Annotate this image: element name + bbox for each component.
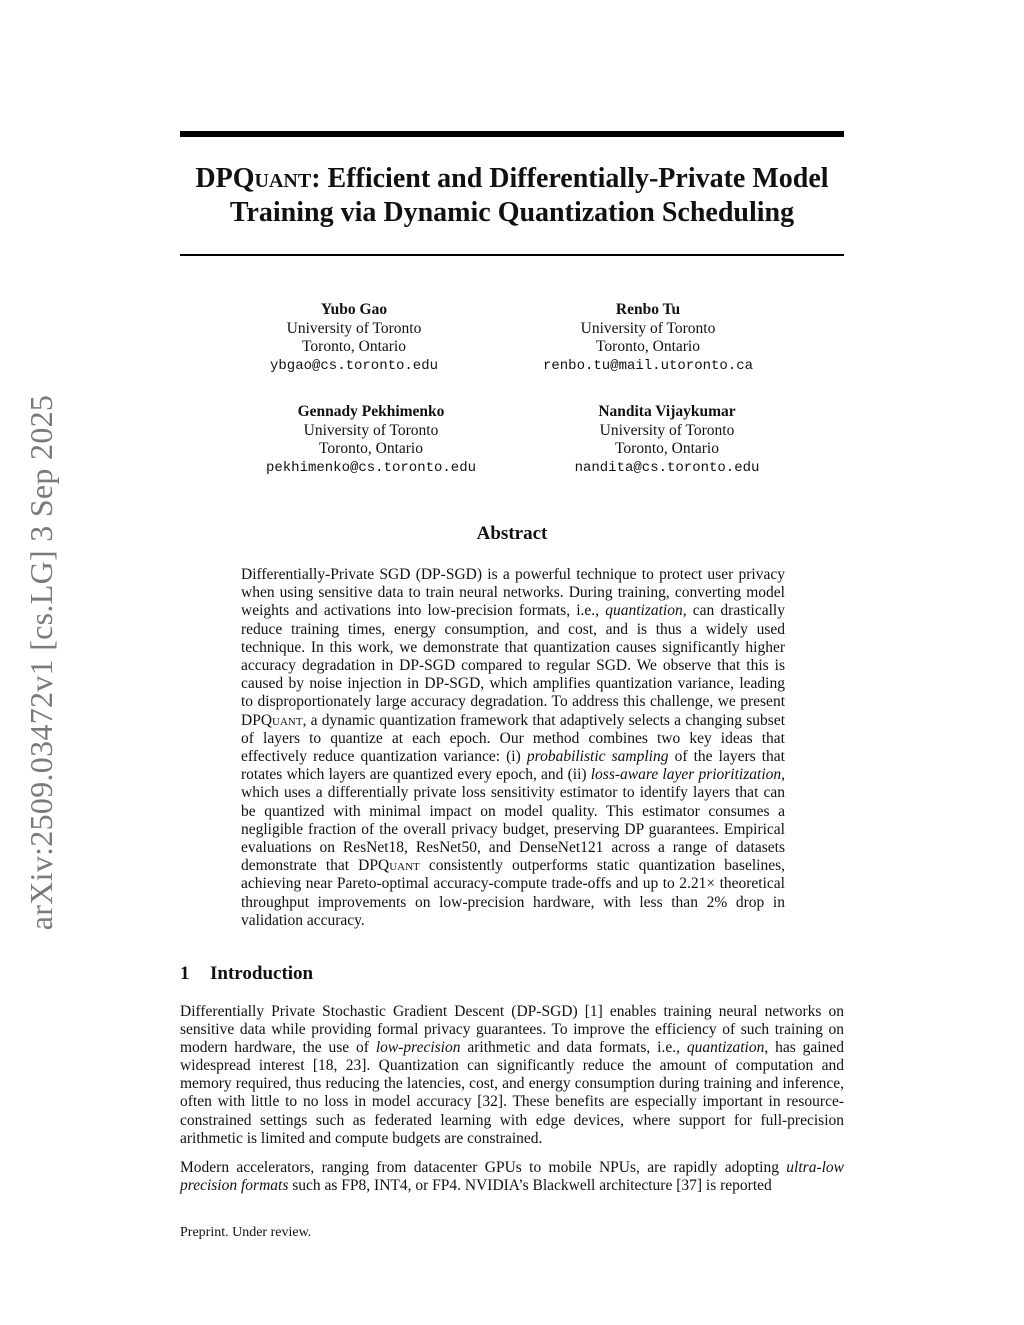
author-email: nandita@cs.toronto.edu	[574, 459, 760, 476]
footer-note: Preprint. Under review.	[180, 1225, 312, 1240]
author-affiliation: University of Toronto	[599, 421, 735, 439]
method-name: DPQuant	[241, 711, 303, 729]
author-email: pekhimenko@cs.toronto.edu	[265, 459, 477, 476]
arxiv-identifier-stamp	[4, 380, 80, 945]
abstract-heading: Abstract	[476, 523, 548, 544]
title-method-name: DPQuant	[195, 163, 312, 194]
author-affiliation: University of Toronto	[286, 319, 422, 337]
author-affiliation: University of Toronto	[303, 421, 439, 439]
title-line2: Training via Dynamic Quantization Scheduling	[229, 197, 795, 228]
author-location: Toronto, Ontario	[302, 338, 406, 355]
author-email: ybgao@cs.toronto.edu	[269, 357, 439, 374]
author-location: Toronto, Ontario	[319, 440, 423, 457]
arxiv-identifier-text: arXiv:2509.03472v1 [cs.LG] 3 Sep 2025	[23, 394, 60, 931]
author-name: Nandita Vijaykumar	[598, 403, 736, 420]
title-top-rule	[180, 131, 844, 137]
paper-title	[180, 162, 844, 230]
author-block-3	[231, 403, 511, 477]
author-affiliation: University of Toronto	[580, 319, 716, 337]
section-title: Introduction	[210, 963, 314, 984]
author-location: Toronto, Ontario	[596, 338, 700, 355]
author-email: renbo.tu@mail.utoronto.ca	[542, 357, 754, 374]
title-line1-rest: : Efficient and Differentially-Private Model	[311, 163, 829, 194]
intro-paragraph-2: Modern accelerators, ranging from datacenter GPUs to mobile NPUs, are rapidly adopting ultra-low precision formats such as FP8, INT4, or FP4. NVIDIA’s Blackwell architecture [37] is reported	[180, 1159, 844, 1195]
author-block-1	[214, 301, 494, 375]
author-block-2	[508, 301, 788, 375]
author-name: Renbo Tu	[615, 301, 681, 318]
intro-paragraph-1: Differentially Private Stochastic Gradient Descent (DP-SGD) [1] enables training neural networks on sensitive data while providing formal privacy guarantees. To improve the efficiency of such training on modern hardware, the use of low-precision arithmetic and data formats, i.e., quantization, has gained widespread interest [18, 23]. Quantization can significantly reduce the amount of computation and memory required, thus reducing the latencies, cost, and energy consumption during training and inference, often with little to no loss in model accuracy [32]. These benefits are especially important in resource-constrained settings such as federated learning with edge devices, where support for full-precision arithmetic is limited and compute budgets are constrained.	[180, 1003, 844, 1147]
author-block-4	[527, 403, 807, 477]
author-location: Toronto, Ontario	[615, 440, 719, 457]
method-name: DPQuant	[358, 857, 420, 875]
author-name: Yubo Gao	[320, 301, 388, 318]
title-bottom-rule	[180, 254, 844, 256]
section-number: 1	[180, 963, 190, 984]
abstract-text: Differentially-Private SGD (DP-SGD) is a powerful technique to protect user privacy when using sensitive data to train neural networks. During training, converting model weights and activations into low-precision formats, i.e., quantization, can drastically reduce training times, energy consumption, and cost, and is thus a widely used technique. In this work, we demonstrate that quantization causes significantly higher accuracy degradation in DP-SGD compared to regular SGD. We observe that this is caused by noise injection in DP-SGD, which amplifies quantization variance, leading to disproportionately large accuracy degradation. To address this challenge, we present DPQuant, a dynamic quantization framework that adaptively selects a changing subset of layers to quantize at each epoch. Our method combines two key ideas that effectively reduce quantization variance: (i) probabilistic sampling of the layers that rotates which layers are quantized every epoch, and (ii) loss-aware layer prioritization, which uses a differentially private loss sensitivity estimator to identify layers that can be quantized with minimal impact on model quality. This estimator consumes a negligible fraction of the overall privacy budget, preserving DP guarantees. Empirical evaluations on ResNet18, ResNet50, and DenseNet121 across a range of datasets demonstrate that DPQuant consistently outperforms static quantization baselines, achieving near Pareto-optimal accuracy-compute trade-offs and up to 2.21× theoretical throughput improvements on low-precision hardware, with less than 2% drop in validation accuracy.	[241, 566, 786, 929]
section-heading-introduction	[180, 963, 313, 985]
author-name: Gennady Pekhimenko	[297, 403, 445, 420]
